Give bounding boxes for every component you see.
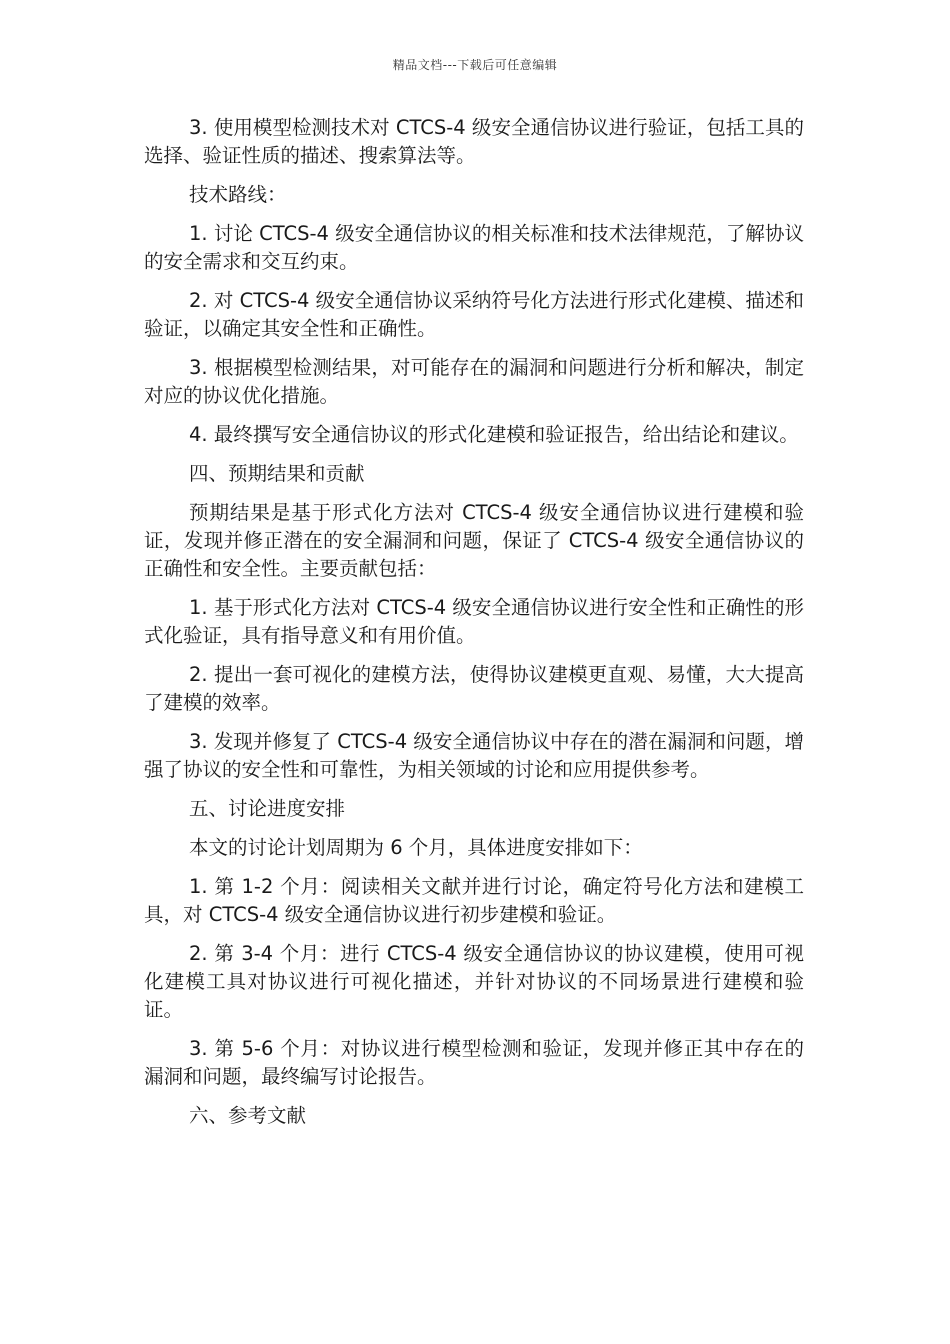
heading-section-4: 四、预期结果和贡献 [189, 462, 365, 485]
heading-section-6: 六、参考文献 [189, 1104, 307, 1127]
paragraph-expected-results: 预期结果是基于形式化方法对 CTCS-4 级安全通信协议进行建模和验证，发现并修正潜在的安全漏洞和问题，保证了 CTCS-4 级安全通信协议的正确性和安全性。主要贡献包括： [144, 501, 804, 580]
paragraph-schedule-intro: 本文的讨论计划周期为 6 个月，具体进度安排如下： [189, 836, 643, 859]
document-body [144, 114, 804, 1141]
paragraph-contribution-1: 1. 基于形式化方法对 CTCS-4 级安全通信协议进行安全性和正确性的形式化验证，具有指导意义和有用价值。 [144, 596, 804, 647]
paragraph-schedule-1: 1. 第 1-2 个月：阅读相关文献并进行讨论，确定符号化方法和建模工具，对 CTCS-4 级安全通信协议进行初步建模和验证。 [144, 875, 804, 926]
paragraph-route-2: 2. 对 CTCS-4 级安全通信协议采纳符号化方法进行形式化建模、描述和验证，以确定其安全性和正确性。 [144, 289, 804, 340]
paragraph-contribution-2: 2. 提出一套可视化的建模方法，使得协议建模更直观、易懂，大大提高了建模的效率。 [144, 663, 804, 714]
paragraph-route-4: 4. 最终撰写安全通信协议的形式化建模和验证报告，给出结论和建议。 [189, 423, 799, 446]
paragraph-contribution-3: 3. 发现并修复了 CTCS-4 级安全通信协议中存在的潜在漏洞和问题，增强了协议的安全性和可靠性，为相关领域的讨论和应用提供参考。 [144, 730, 804, 781]
paragraph-route-3: 3. 根据模型检测结果，对可能存在的漏洞和问题进行分析和解决，制定对应的协议优化措施。 [144, 356, 804, 407]
paragraph-schedule-2: 2. 第 3-4 个月：进行 CTCS-4 级安全通信协议的协议建模，使用可视化建模工具对协议进行可视化描述，并针对协议的不同场景进行建模和验证。 [144, 942, 804, 1021]
heading-section-5: 五、讨论进度安排 [189, 797, 346, 820]
paragraph-method-3: 3. 使用模型检测技术对 CTCS-4 级安全通信协议进行验证，包括工具的选择、验证性质的描述、搜索算法等。 [144, 116, 804, 167]
page-header: 精品文档---下载后可任意编辑 [392, 58, 558, 72]
paragraph-route-1: 1. 讨论 CTCS-4 级安全通信协议的相关标准和技术法律规范，了解协议的安全需求和交互约束。 [144, 222, 804, 273]
paragraph-schedule-3: 3. 第 5-6 个月：对协议进行模型检测和验证，发现并修正其中存在的漏洞和问题，最终编写讨论报告。 [144, 1037, 804, 1088]
heading-technical-route: 技术路线： [189, 183, 287, 206]
